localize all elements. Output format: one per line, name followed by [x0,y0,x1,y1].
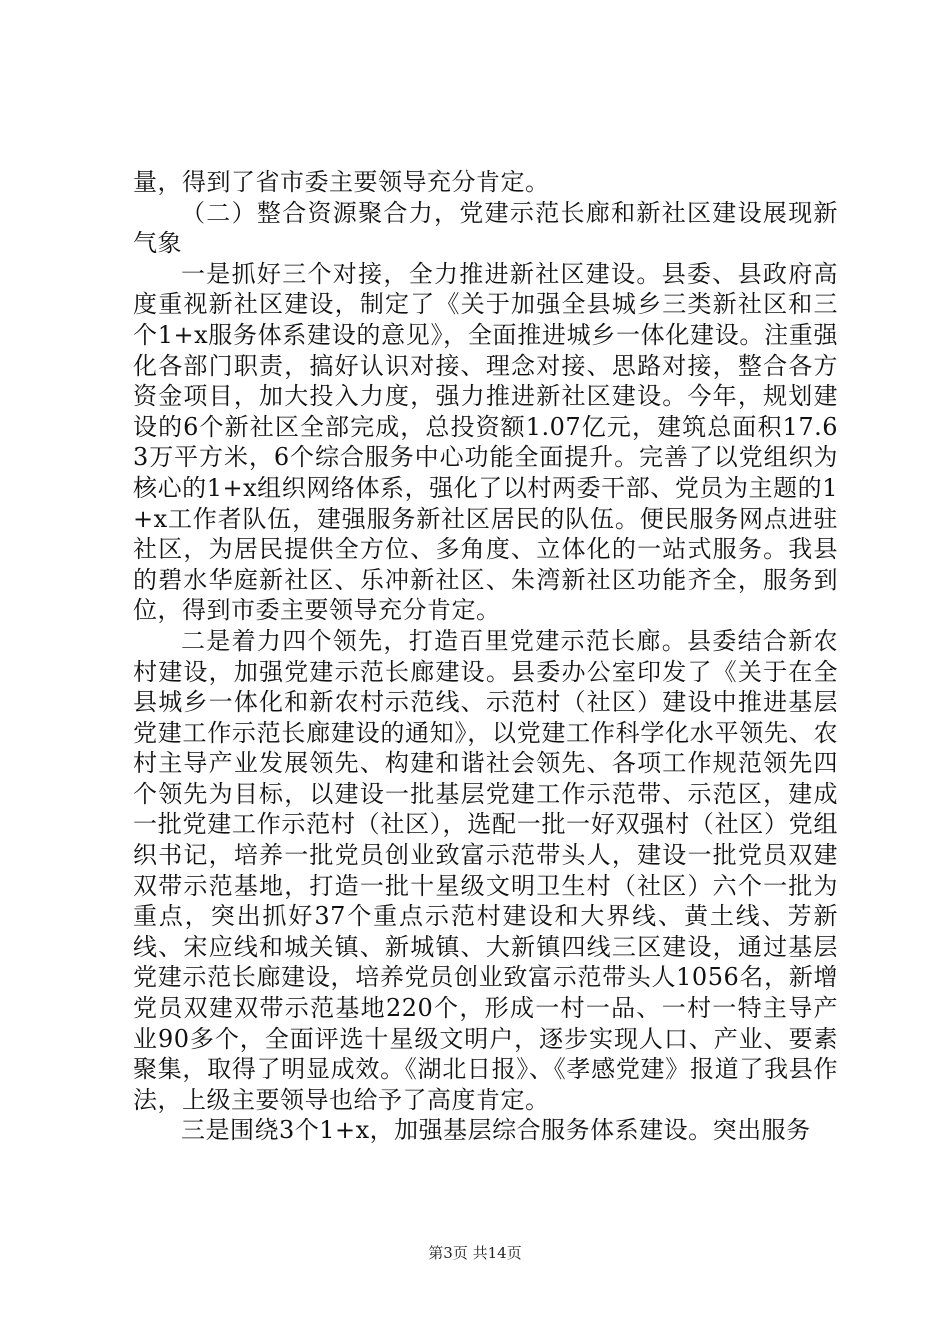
paragraph-continuation: 量，得到了省市委主要领导充分肯定。 [133,168,550,196]
section-heading: （二）整合资源聚合力，党建示范长廊和新社区建设展现新气象 [133,198,838,258]
document-body [133,167,838,1146]
paragraph-new-community: 一是抓好三个对接，全力推进新社区建设。县委、县政府高度重视新社区建设，制定了《关于加强全县城乡三类新社区和三个1+x服务体系建设的意见》，全面推进城乡一体化建设。注重强化各部门职责，搞好认识对接、理念对接、思路对接，整合各方资金项目，加大投入力度，强力推进新社区建设。今年，规划建设的6个新社区全部完成，总投资额1.07亿元，建筑总面积17.63万平方米，6个综合服务中心功能全面提升。完善了以党组织为核心的1+x组织网络体系，强化了以村两委干部、党员为主题的1+x工作者队伍，建强服务新社区居民的队伍。便民服务网点进驻社区，为居民提供全方位、多角度、立体化的一站式服务。我县的碧水华庭新社区、乐冲新社区、朱湾新社区功能齐全，服务到位，得到市委主要领导充分肯定。 [133,259,838,625]
paragraph-demo-corridor: 二是着力四个领先，打造百里党建示范长廊。县委结合新农村建设，加强党建示范长廊建设。县委办公室印发了《关于在全县城乡一体化和新农村示范线、示范村（社区）建设中推进基层党建工作示范长廊建设的通知》，以党建工作科学化水平领先、农村主导产业发展领先、构建和谐社会领先、各项工作规范领先四个领先为目标，以建设一批基层党建工作示范带、示范区，建成一批党建工作示范村（社区），选配一批一好双强村（社区）党组织书记，培养一批党员创业致富示范带头人，建设一批党员双建双带示范基地，打造一批十星级文明卫生村（社区）六个一批为重点，突出抓好37个重点示范村建设和大界线、黄土线、芳新线、宋应线和城关镇、新城镇、大新镇四线三区建设，通过基层党建示范长廊建设，培养党员创业致富示范带头人1056名，新增党员双建双带示范基地220个，形成一村一品、一村一特主导产业90多个，全面评选十星级文明户，逐步实现人口、产业、要素聚集，取得了明显成效。《湖北日报》、《孝感党建》报道了我县作法，上级主要领导也给予了高度肯定。 [133,626,838,1114]
paragraph-service-system: 三是围绕3个1+x，加强基层综合服务体系建设。突出服务 [181,1116,811,1145]
page-number-footer: 第3页 共14页 [428,1244,522,1262]
